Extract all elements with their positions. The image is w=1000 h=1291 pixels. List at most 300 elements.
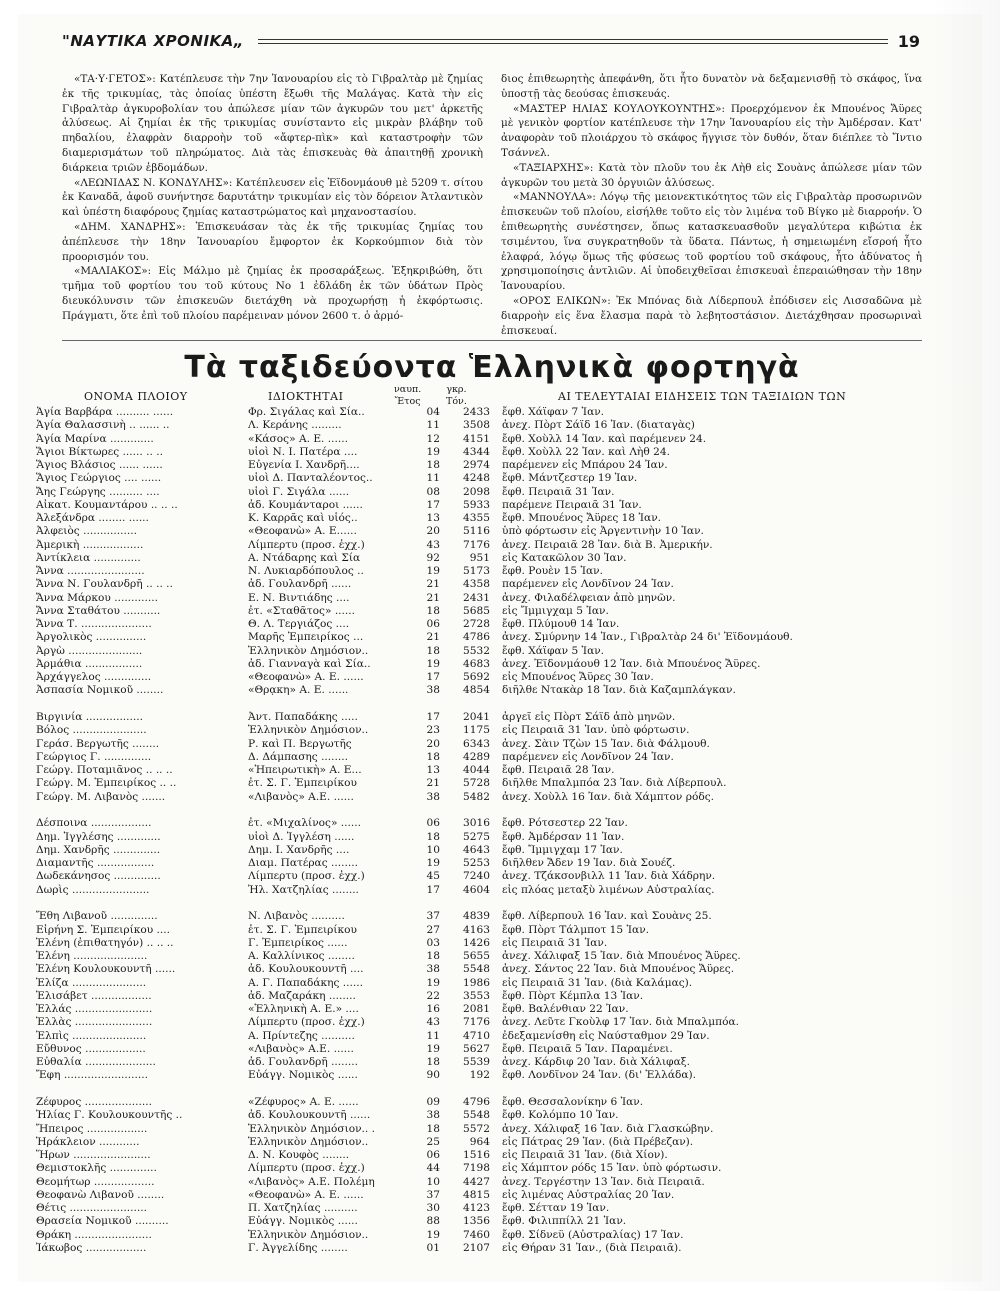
voyage-news: ἔφθ. Κολόμπο 10 Ἰαν. [502,1109,619,1122]
news-paragraph: «ΤΑΞΙΑΡΧΗΣ»: Κατὰ τὸν πλοῦν του ἐκ Λὴθ εἰς Σουὰνς ἀπώλεσε μίαν τῶν ἀγκυρῶν του μετὰ 30 ὀργυιῶν ἁλύσεως. [501,161,922,189]
ship-name: Ἄννα Σταθάτου ........... [36,604,161,617]
build-year: 06 [426,1149,440,1161]
ship-owner: Εὐγενία Ι. Χανδρῆ.... [248,459,360,471]
ship-owner: Ν. Λυκιαρδόπουλος .. [248,565,364,577]
ship-name: Ἤπειρος .................. [36,1122,148,1135]
ship-name: Ἑλένη Κουλουκουντῆ ...... [36,963,176,976]
ship-owner: Ε. Ν. Βιντιάδης .... [248,591,350,604]
ship-name: Ἄννα Τ. ..................... [36,618,152,630]
build-year: 38 [426,684,440,697]
ship-owner: Ἀντ. Παπαδάκης ..... [248,711,358,723]
gross-tonnage: 4163 [463,923,490,936]
ship-owner: Μαρῆς Ἐμπειρίκος ... [248,631,364,644]
table-row [36,724,936,737]
gross-tonnage: 7176 [463,538,490,551]
ship-name: Ζέφυρος .................... [36,1096,152,1108]
group-spacer [36,1083,936,1097]
ship-owner: «Θεοφανὼ» Α. Ε. ...... [248,1188,364,1201]
gross-tonnage: 5173 [463,565,490,577]
ship-owner: Εὐάγγ. Νομικὸς ...... [248,1069,358,1082]
build-year: 43 [426,1016,440,1029]
table-row [36,1043,936,1056]
voyage-news: ἔφθ. Φιλιππίλλ 21 Ἰαν. [502,1215,627,1228]
ship-name: Θεοφανὼ Λιβανοῦ ........ [36,1188,165,1201]
running-header [62,28,920,54]
build-year: 12 [426,432,440,445]
build-year: 21 [426,578,440,591]
section-title: Τὰ ταξιδεύοντα Ἑλληνικὰ φορτηγὰ [184,350,800,385]
table-row [36,631,936,644]
ship-owner: ἀδ. Γιανναγὰ καὶ Σία.. [248,657,371,670]
ship-name: Ἔφη ......................... [36,1069,148,1082]
table-row [36,1016,936,1029]
ship-owner: ἀδ. Γουλανδρῆ ...... [248,578,352,591]
ship-name: Δημ. Ἰγγλέσης ............. [36,830,161,843]
ship-owner: ἐτ. Σ. Γ. Ἐμπειρίκου [248,923,357,936]
voyage-news: ἔφθ. Μπουένος Ἄϋρες 18 Ἰαν. [502,512,662,524]
ship-name: Ἄης Γεώργης .......... .... [36,485,160,498]
build-year: 21 [426,591,440,604]
voyage-news: εἰς Πειραιᾶ 31 Ἰαν. [502,936,608,949]
build-year: 44 [426,1162,440,1175]
ship-owner: ἐτ. «Σταθᾶτος» ...... [248,604,356,617]
group-spacer [36,804,936,818]
ship-name: Ἀσπασία Νομικοῦ ........ [36,684,164,697]
ship-owner: «Κάσος» Α. Ε. ...... [248,432,348,445]
build-year: 18 [426,750,440,763]
ship-owner: υἱοὶ Γ. Σιγάλα ...... [248,485,350,498]
news-paragraph: διος ἐπιθεωρητὴς ἀπεφάνθη, ὅτι ἦτο δυνατὸν νὰ δεξαμενισθῇ τὸ σκάφος, ἵνα ὑποστῇ τὰς δεούσας ἐπισκευάς. [501,73,922,100]
ship-owner: «Λιβανὸς» Α.Ε. ...... [248,1042,354,1055]
build-year: 18 [426,1122,440,1135]
ship-name: Δημ. Χανδρῆς .............. [36,843,161,856]
gross-tonnage: 4854 [463,684,490,697]
build-year: 04 [426,406,440,418]
table-row [36,1069,936,1082]
table-row [36,539,936,552]
build-year: 18 [426,644,440,657]
table-row [36,486,936,499]
build-year: 18 [426,604,440,617]
ship-owner: Δ. Ν. Κουφὸς ........ [248,1149,350,1161]
ship-owner: υἱοὶ Δ. Ἰγγλέση ...... [248,830,355,843]
news-column-left [62,72,483,340]
ship-owner: ἀδ. Γουλανδρῆ ........ [248,1056,359,1068]
group-spacer [36,698,936,712]
voyage-news: παρέμενεν εἰς Λονδῖνον 24 Ἰαν. [502,578,674,591]
table-row [36,1215,936,1228]
gross-tonnage: 2728 [463,618,490,630]
table-row [36,1229,936,1242]
build-year: 18 [426,1056,440,1068]
gross-tonnage: 4151 [463,432,490,445]
table-row [36,1189,936,1202]
news-paragraph: «ΜΑΝΝΟΥΛΑ»: Λόγῳ τῆς μειονεκτικότητος τῶν εἰς Γιβραλτὰρ προσωρινῶν ἐπισκευῶν τοῦ πλοίου, εἰσήλθε τοῦτο εἰς τὸν λιμένα τοῦ Βίγκο μὲ διαρροήν. Ὁ ἐπιθεωρητὴς συνέστησεν, ὅπως κατασκευασθοῦν μεγαλύτερα κιβώτια ἐκ τσιμέντου, ἵνα συγκρατηθοῦν τὰ ὕδατα. Πάντως, ἡ σημειωμένη εἴσροή ἦτο ἐλαφρά, λόγῳ ὅμως τῆς φύσεως τοῦ φορτίου τοῦ σκάφους, ἦτο ἀδύνατος ἡ χρησιμοποίησις ἀντλιῶν. Αἱ ὑποδειχθεῖσαι ἐπισκευαὶ ἐπεραιώθησαν τὴν 18ην Ἰανουαρίου. [501,191,922,293]
table-row [36,512,936,525]
build-year: 18 [426,459,440,471]
ship-owner: Διαμ. Πατέρας ........ [248,857,358,869]
voyage-news: παρέμενεν εἰς Λονδῖνον 24 Ἰαν. [502,750,674,763]
ship-owner: Θ. Λ. Τεργιάζος .... [248,618,350,630]
ship-owner: «Ἠπειρωτικὴ» Α. Ε... [248,764,362,776]
gross-tonnage: 2081 [463,1003,490,1015]
ship-name: Δωδεκάνησος .............. [36,870,161,883]
gross-tonnage: 3508 [463,419,490,432]
table-row [36,1242,936,1255]
gross-tonnage: 6343 [463,737,490,750]
gross-tonnage: 2107 [463,1241,490,1254]
build-year: 08 [426,485,440,498]
table-row [36,525,936,538]
gross-tonnage: 4786 [463,631,490,644]
table-row [36,684,936,697]
gross-tonnage: 5655 [463,950,490,962]
ship-owner: Γ. Ἀγγελίδης ........ [248,1241,348,1254]
table-row [36,963,936,976]
gross-tonnage: 2041 [463,711,490,723]
table-row [36,446,936,459]
table-row [36,419,936,432]
gross-tonnage: 1516 [463,1149,490,1161]
voyage-news: ἀνεχ. Κάρδιφ 20 Ἰαν. διὰ Χάλιφαξ. [502,1056,690,1068]
gross-tonnage: 4289 [463,750,490,763]
ship-owner: ἐτ. Σ. Γ. Ἐμπειρίκου [248,777,357,790]
voyage-news: ἀνεχ. Χοὺλλ 16 Ἰαν. διὰ Χάμπτον ρόδς. [502,790,715,803]
ship-owner: υἱοὶ Ν. Ι. Πατέρα .... [248,445,358,458]
gross-tonnage: 5627 [463,1042,490,1055]
gross-tonnage: 964 [469,1135,490,1148]
ship-name: Ἀργὼ ...................... [36,644,143,657]
gross-tonnage: 5692 [463,671,490,683]
ship-name: Θρασεία Νομικοῦ .......... [36,1215,169,1228]
ship-owner: Λίμπερτυ (προσ. ἐχχ.) [248,538,365,551]
ship-name: Ἄννα ....................... [36,565,145,577]
table-row [36,578,936,591]
gross-tonnage: 5539 [463,1056,490,1068]
build-year: 18 [426,950,440,962]
header-latest-news: ΑΙ ΤΕΛΕΥΤΑΙΑΙ ΕΙΔΗΣΕΙΣ ΤΩΝ ΤΑΞΙΔΙΩΝ ΤΩΝ [558,390,847,403]
ship-owner: Π. Χατζηλίας .......... [248,1202,358,1214]
voyage-news: ἔφθ. Χάϊφαν 5 Ἰαν. [502,644,605,657]
voyage-news: ἀνεχ. Φιλαδέλφειαν ἀπὸ μηνῶν. [502,591,676,604]
table-row [36,472,936,485]
voyage-news: ἀνεχ. Σμύρνην 14 Ἰαν., Γιβραλτὰρ 24 δι' Ἐϊδονμάουθ. [502,631,793,644]
gross-tonnage: 3016 [463,817,490,830]
ship-owner: «Θεοφανὼ» Α. Ε. ...... [248,671,364,683]
voyage-news: εἰς Ἴμμιγχαμ 5 Ἰαν. [502,604,609,617]
build-year: 37 [426,1188,440,1201]
ship-owner: Δ. Δάμπασης ........ [248,750,349,763]
ship-owner: ἀδ. Κουλουκουντῆ ...... [248,1109,371,1122]
table-row [36,1176,936,1189]
voyage-news: παρέμενε Πειραιᾶ 31 Ἰαν. [502,498,642,511]
ship-name: Δωρὶς ....................... [36,883,150,896]
ship-name: Εὔθυνος .................. [36,1042,146,1055]
ship-owner: ἀδ. Κουλουκουντῆ .... [248,963,364,976]
ship-name: Γεράσ. Βεργωτῆς ........ [36,737,160,750]
build-year: 22 [426,989,440,1002]
build-year: 06 [426,618,440,630]
voyage-news: ἔφθ. Σίδνεϋ (Αὐστραλίας) 17 Ἰαν. [502,1228,684,1241]
table-row [36,831,936,844]
build-year: 03 [426,936,440,949]
voyage-news: ἀνεχ. Τζάκσονβιλλ 11 Ἰαν. διὰ Χάδρην. [502,870,716,883]
voyage-news: διῆλθεν Ἄδεν 19 Ἰαν. διὰ Σουέζ. [502,857,676,869]
table-row [36,857,936,870]
ship-owner: Ἑλληνικὸν Δημόσιον.. [248,1135,369,1148]
ship-owner: Α. Πρίντεζης .......... [248,1029,355,1042]
ship-owner: ἐτ. «Μιχαλίνος» ...... [248,817,362,830]
voyage-news: ἐδεξαμενίσθη εἰς Ναύσταθμον 29 Ἰαν. [502,1029,710,1042]
ship-name: Ἀργολικὸς ............... [36,631,147,644]
ship-name: Ἥρων ....................... [36,1149,151,1161]
voyage-news: ἔφθ. Χοὺλλ 14 Ἰαν. καὶ παρέμενεν 24. [502,432,707,445]
table-row [36,751,936,764]
voyage-news: ἔφθ. Πλύμουθ 14 Ἰαν. [502,618,620,630]
voyage-news: ἔφθ. Χάϊφαν 7 Ἰαν. [502,406,605,418]
ship-owner: ἀδ. Μαζαράκη ........ [248,989,356,1002]
ship-owner: Φρ. Σιγάλας καὶ Σία.. [248,406,365,418]
gross-tonnage: 4604 [463,883,490,896]
gross-tonnage: 2098 [463,485,490,498]
voyage-news: ἔφθ. Λονδῖνον 24 Ἰαν. (δι' Ἑλλάδα). [502,1069,697,1082]
build-year: 17 [426,498,440,511]
ship-name: Ἑλένη ...................... [36,950,148,962]
build-year: 19 [426,976,440,989]
build-year: 06 [426,817,440,830]
header-rule [258,39,888,44]
ship-owner: «Ζέφυρος» Α. Ε. ...... [248,1096,359,1108]
news-paragraph: «ΜΑΣΤΕΡ ΗΛΙΑΣ ΚΟΥΛΟΥΚΟΥΝΤΗΣ»: Προερχόμενον ἐκ Μπουένος Ἄϋρες μὲ γενικὸν φορτίον κατέπλευσε τὴν 17ην Ἰανουαρίου εἰς τὴν Ἀμδέρσαν. Κατ' ἀναφορὰν τοῦ πλοιάρχου τὸ σκάφος ἤγγισε τὸν δυθόν, ὅταν διέπλεε τὸ Ἴντιο Τσάννελ. [501,102,922,159]
gross-tonnage: 7176 [463,1016,490,1029]
gross-tonnage: 5253 [463,857,490,869]
voyage-news: ἀνεχ. Σὰιν Τζὼν 15 Ἰαν. διὰ Φάλμουθ. [502,737,710,750]
table-row [36,977,936,990]
news-column-right [501,72,922,340]
ship-name: Γεώργιος Γ. .............. [36,750,152,763]
ship-owner: «Λιβανὸς» Α.Ε. Πολέμη [248,1175,375,1188]
table-row [36,1003,936,1016]
table-row [36,1162,936,1175]
ship-name: Θεομήτωρ .................. [36,1175,155,1188]
voyage-news: εἰς Πάτρας 29 Ἰαν. (διὰ Πρέβεζαν). [502,1135,694,1148]
ship-name: Εἰρήνη Σ. Ἐμπειρίκου .... [36,923,171,936]
build-year: 10 [426,1175,440,1188]
voyage-news: ἔφθ. Σέτταν 19 Ἰαν. [502,1202,610,1214]
build-year: 11 [426,419,440,432]
voyage-news: ἔφθ. Θεσσαλονίκην 6 Ἰαν. [502,1096,644,1108]
gross-tonnage: 4427 [463,1175,490,1188]
build-year: 17 [426,671,440,683]
news-paragraph: «ΜΑΛΙΑΚΟΣ»: Εἰς Μάλμο μὲ ζημίας ἐκ προσαράξεως. Ἐξηκριβώθη, ὅτι τμῆμα τοῦ φορτίου του τοῦ κύτους Νο 1 ἐδλάδη ἐκ τῶν ὑδάτων Πρὸς διευκόλυνσιν τῶν ἐπισκευῶν διετάχθη νὰ προχωρήσῃ ἡ ἐκφόρτωσις. Πράγματι, ὅτε ἐπὶ τοῦ πλοίου παρέμειναν μόνον 2600 τ. ὁ ἁρμό- [62,265,483,322]
build-year: 10 [426,843,440,856]
gross-tonnage: 1175 [463,724,490,737]
voyage-news: εἰς Μπουένος Ἄϋρες 30 Ἰαν. [502,671,654,683]
build-year: 19 [426,657,440,670]
voyage-news: ἔφθ. Πειραιᾶ 5 Ἰαν. Παραμένει. [502,1042,673,1055]
table-row [36,552,936,565]
gross-tonnage: 2974 [463,459,490,471]
voyage-news: εἰς Θήραν 31 Ἰαν., (διὰ Πειραιᾶ). [502,1241,682,1254]
build-year: 38 [426,790,440,803]
ship-name: Αἰκατ. Κουμαντάρου .. .. .. [36,498,178,511]
ship-owner: Α. Γ. Παπαδάκης ...... [248,976,363,989]
build-year: 18 [426,830,440,843]
gross-tonnage: 951 [469,551,490,564]
build-year: 27 [426,923,440,936]
gross-tonnage: 5685 [463,604,490,617]
table-row [36,459,936,472]
news-columns [62,72,922,340]
gross-tonnage: 4643 [463,843,490,856]
build-year: 17 [426,711,440,723]
ship-owner: υἱοὶ Δ. Πανταλέοντος.. [248,472,373,485]
ship-name: Γεώργ. Ποταμιᾶνος .. .. .. [36,764,173,776]
ship-name: Ἁγία Μαρίνα ............. [36,432,154,445]
ship-owner: Εὐάγγ. Νομικὸς ...... [248,1215,358,1228]
gross-tonnage: 5728 [463,777,490,790]
gross-tonnage: 5933 [463,498,490,511]
voyage-news: ἀνεχ. Χάλιφαξ 15 Ἰαν. διὰ Μπουένος Ἄϋρες. [502,950,741,962]
table-row [36,884,936,897]
voyage-news: ἔφθ. Ἴμμιγχαμ 17 Ἰαν. [502,843,623,856]
ship-name: Ἑλλὰς ....................... [36,1016,153,1029]
ship-owner: Λίμπερτυ (προσ. ἐχχ.) [248,1162,365,1175]
voyage-news: εἰς λιμένας Αὐστραλίας 20 Ἰαν. [502,1188,675,1201]
gross-tonnage: 1426 [463,936,490,949]
gross-tonnage: 4355 [463,512,490,524]
table-row [36,764,936,777]
gross-tonnage: 4248 [463,472,490,485]
voyage-news: ἔφθ. Ρουὲν 15 Ἰαν. [502,565,603,577]
table-row [36,1109,936,1122]
ship-owner: Ἑλληνικὸν Δημόσιον.. [248,1228,369,1241]
ship-owner: Λ. Κεράνης ......... [248,419,342,432]
build-year: 21 [426,777,440,790]
voyage-news: ἔφθ. Ρότσεστερ 22 Ἰαν. [502,817,628,830]
ship-name: Ἀλφειὸς ................ [36,525,137,538]
voyage-news: ἔφθ. Πειραιᾶ 31 Ἰαν. [502,485,615,498]
header-ton-bottom: Τόν. [446,396,467,407]
ship-name: Ἑλισάβετ .................. [36,989,152,1002]
ship-name: Ἠλίας Γ. Κουλουκουντῆς .. [36,1109,183,1122]
gross-tonnage: 2431 [463,591,490,604]
ship-owner: Ἑλληνικὸν Δημόσιον.. [248,724,369,737]
news-paragraph: «ΟΡΟΣ ΕΛΙΚΩΝ»: Ἐκ Μπόνας διὰ Λίδερπουλ ἐπόδισεν εἰς Λισσαδῶνα μὲ διαρροὴν εἰς ἕνα ἔλασμα παρὰ τὸ λεβητοστάσιον. Διετάχθησαν προσωριναὶ ἐπισκευαί. [501,294,922,337]
build-year: 38 [426,1109,440,1122]
voyage-news: εἰς Πειραιᾶ 31 Ἰαν. (διὰ Καλάμας). [502,976,693,989]
voyage-news: ἀνεχ. Ἐϊδονμάουθ 12 Ἰαν. διὰ Μπουένος Ἄϋρες. [502,657,761,670]
ship-owner: Ρ. καὶ Π. Βεργωτῆς [248,737,352,750]
voyage-news: ἀνεχ. Σάντος 22 Ἰαν. διὰ Μπουένος Ἄϋρες. [502,963,735,976]
news-paragraph: «ΔΗΜ. ΧΑΝΔΡΗΣ»: Ἐπισκευάσαν τὰς ἐκ τῆς τρικυμίας ζημίας του ἀπέπλευσε τὴν 18ην Ἰανουαρίου ἔμφορτον ἐκ Κορκούμπιον διὰ τὸν προορισμόν του. [62,220,483,263]
ship-name: Ἀντίκλεια .............. [36,551,141,564]
table-row [36,1123,936,1136]
gross-tonnage: 1356 [463,1215,490,1228]
table-row [36,950,936,963]
build-year: 38 [426,963,440,976]
table-row [36,605,936,618]
gross-tonnage: 1986 [463,976,490,989]
news-paragraph: «ΛΕΩΝΙΔΑΣ Ν. ΚΟΝΔΥΛΗΣ»: Κατέπλευσεν εἰς Ἐϊδονμάουθ μὲ 5209 τ. σίτου ἐκ Καναδᾶ, ἀφοῦ συνήντησε δαρυτάτην τρικυμίαν εἰς τὸν δόρειον Ἀτλαντικὸν καὶ ὑπέστη διαφόρους ζημίας καταστρώματος καὶ μηχανοστασίου. [62,176,483,219]
gross-tonnage: 4710 [463,1029,490,1042]
table-row [36,777,936,790]
build-year: 45 [426,870,440,883]
header-year-top: ναυπ. [394,384,422,395]
header-year-bottom: Ἔτος [394,396,421,407]
gross-tonnage: 4344 [463,445,490,458]
table-row [36,433,936,446]
table-row [36,870,936,883]
ship-owner: Α. Καλλίνικος ........ [248,950,355,962]
gross-tonnage: 7460 [463,1228,490,1241]
build-year: 13 [426,512,440,524]
gross-tonnage: 4683 [463,657,490,670]
ships-table [36,406,936,1255]
build-year: 13 [426,764,440,776]
build-year: 30 [426,1202,440,1214]
voyage-news: ἔφθ. Πειραιᾶ 28 Ἰαν. [502,764,615,776]
ship-name: Ἅγιος Βλάσιος ...... ...... [36,459,163,471]
ship-owner: Κ. Καρρᾶς καὶ υἱός.. [248,512,358,524]
table-row [36,671,936,684]
ship-name: Γεώργ. Μ. Λιβανὸς ....... [36,790,166,803]
ship-name: Ἄννα Ν. Γουλανδρῆ .. .. .. [36,578,173,591]
table-row [36,618,936,631]
ship-owner: Ἑλληνικὸν Δημόσιον.. [248,644,369,657]
ship-name: Ἑλλάς ....................... [36,1003,153,1015]
voyage-news: ἔφθ. Μάντζεστερ 19 Ἰαν. [502,472,638,485]
voyage-news: παρέμενεν εἰς Μπάρου 24 Ἰαν. [502,459,668,471]
gross-tonnage: 7240 [463,870,490,883]
table-row [36,817,936,830]
gross-tonnage: 5532 [463,644,490,657]
ship-owner: Ἠλ. Χατζηλίας ........ [248,883,359,896]
voyage-news: εἰς Κατακῶλον 30 Ἰαν. [502,551,627,564]
ship-owner: Ν. Λιβανὸς .......... [248,910,345,923]
voyage-news: εἰς Πειραιᾶ 31 Ἰαν. (διὰ Χίον). [502,1149,668,1161]
voyage-news: ἔφθ. Πὸρτ Τάλμποτ 15 Ἰαν. [502,923,650,936]
gross-tonnage: 4358 [463,578,490,591]
table-row [36,1202,936,1215]
table-row [36,738,936,751]
ship-owner: «Θρᾳκη» Α. Ε. ...... [248,684,349,697]
ship-owner: Ἑλληνικὸν Δημόσιον.. . [248,1122,376,1135]
table-row [36,791,936,804]
build-year: 43 [426,538,440,551]
voyage-news: ἀνεχ. Πειραιᾶ 28 Ἰαν. διὰ Β. Ἀμερικήν. [502,538,713,551]
table-row [36,844,936,857]
gross-tonnage: 4796 [463,1096,490,1108]
ship-name: Γεώργ. Μ. Ἐμπειρίκος .. .. [36,777,177,790]
table-row [36,937,936,950]
build-year: 19 [426,565,440,577]
ship-name: Ἐλπὶς ...................... [36,1029,147,1042]
header-year [394,384,421,408]
voyage-news: ἀνεχ. Πὸρτ Σάϊδ 16 Ἰαν. (διαταγὰς) [502,419,695,432]
ship-name: Ἅγιοι Βίκτωρες ...... .. .. [36,445,163,458]
gross-tonnage: 7198 [463,1162,490,1175]
build-year: 19 [426,1042,440,1055]
header-ship-name: ΟΝΟΜΑ ΠΛΟΙΟΥ [84,390,188,403]
header-owners: ΙΔΙΟΚΤΗΤΑΙ [268,390,344,403]
ship-name: Διαμαντῆς ................. [36,857,155,869]
gross-tonnage: 5275 [463,830,490,843]
build-year: 90 [426,1069,440,1082]
table-row [36,645,936,658]
table-row [36,658,936,671]
ship-name: Ἁγία Βαρβάρα .......... ...... [36,406,174,418]
